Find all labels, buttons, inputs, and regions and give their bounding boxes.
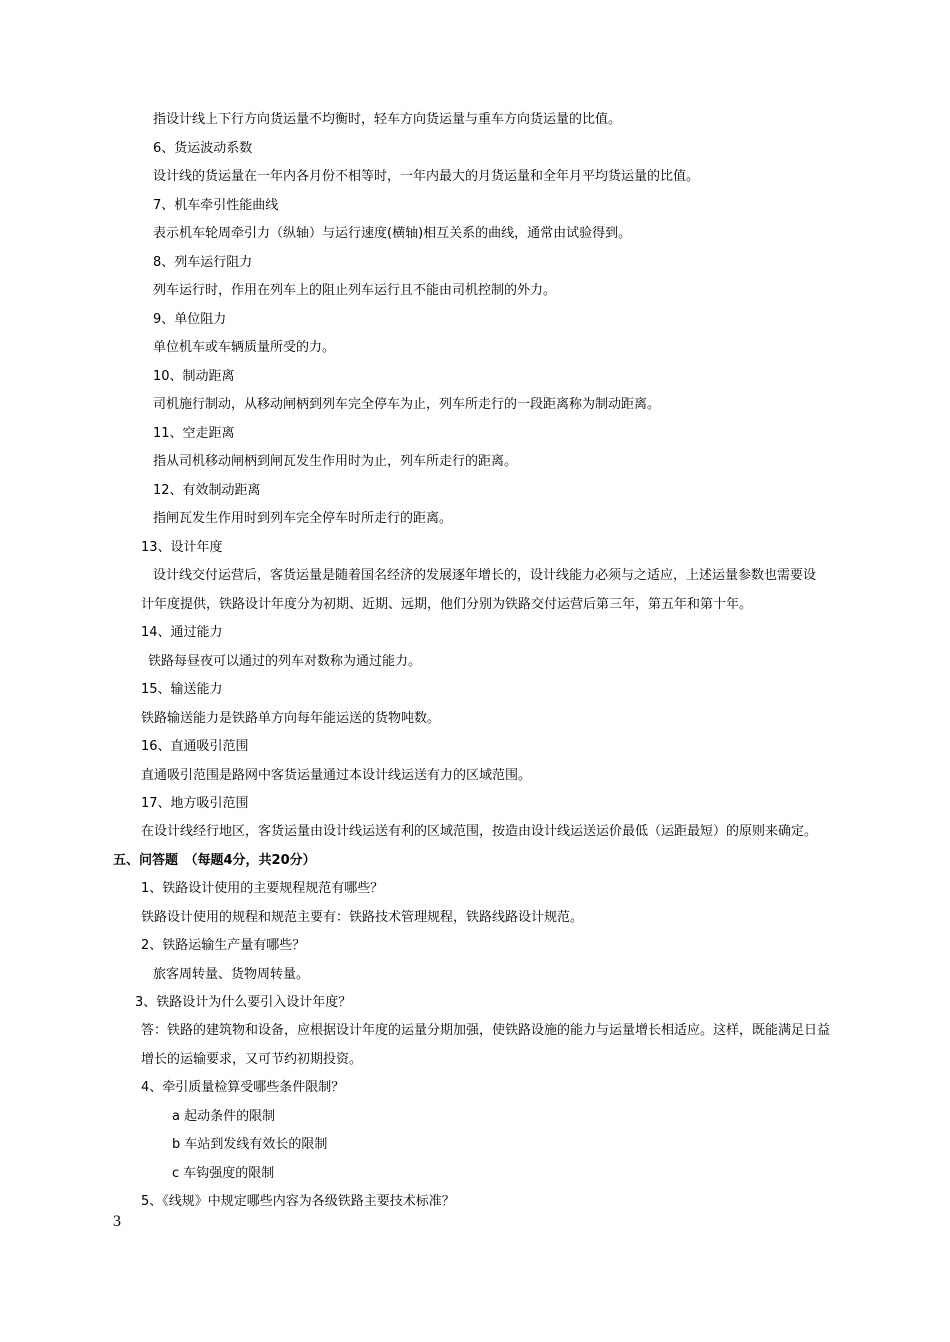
answer-text: 表示机车轮周牵引力（纵轴）与运行速度(横轴)相互关系的曲线，通常由试验得到。 [153, 226, 632, 241]
answer-text: 列车运行时，作用在列车上的阻止列车运行且不能由司机控制的外力。 [153, 283, 557, 298]
question-text: 1、铁路设计使用的主要规程规范有哪些？ [141, 881, 384, 896]
answer-text: 旅客周转量、货物周转量。 [153, 967, 310, 982]
answer-text: 计年度提供，铁路设计年度分为初期、近期、远期，他们分别为铁路交付运营后第三年，第五年和第十年。 [141, 597, 753, 612]
term-heading: 6、货运波动系数 [153, 141, 253, 156]
answer-text: 铁路设计使用的规程和规范主要有：铁路技术管理规程，铁路线路设计规范。 [141, 910, 584, 925]
term-heading: 9、单位阻力 [153, 312, 227, 327]
answer-text: 设计线的货运量在一年内各月份不相等时，一年内最大的月货运量和全年月平均货运量的比值。 [153, 169, 700, 184]
term-heading: 8、列车运行阻力 [153, 255, 253, 270]
list-item: c 车钩强度的限制 [172, 1166, 275, 1181]
answer-text: 指设计线上下行方向货运量不均衡时，轻车方向货运量与重车方向货运量的比值。 [153, 112, 622, 127]
term-heading: 16、直通吸引范围 [141, 739, 249, 754]
list-item: b 车站到发线有效长的限制 [172, 1137, 328, 1152]
answer-text: 指从司机移动闸柄到闸瓦发生作用时为止，列车所走行的距离。 [153, 454, 518, 469]
answer-text: 增长的运输要求，又可节约初期投资。 [141, 1052, 363, 1067]
term-heading: 12、有效制动距离 [153, 483, 261, 498]
term-heading: 10、制动距离 [153, 369, 235, 384]
page-number: 3 [113, 1213, 121, 1230]
term-heading: 17、地方吸引范围 [141, 796, 249, 811]
answer-text: 铁路每昼夜可以通过的列车对数称为通过能力。 [148, 654, 422, 669]
term-heading: 7、机车牵引性能曲线 [153, 198, 279, 213]
question-text: 3、铁路设计为什么要引入设计年度？ [135, 995, 352, 1010]
answer-text: 单位机车或车辆质量所受的力。 [153, 340, 336, 355]
question-text: 4、牵引质量检算受哪些条件限制？ [141, 1080, 345, 1095]
term-heading: 15、输送能力 [141, 682, 223, 697]
answer-text: 设计线交付运营后，客货运量是随着国名经济的发展逐年增长的，设计线能力必须与之适应，上述运量参数也需要设 [153, 568, 817, 583]
answer-text: 铁路输送能力是铁路单方向每年能运送的货物吨数。 [141, 711, 441, 726]
answer-text: 答：铁路的建筑物和设备，应根据设计年度的运量分期加强，使铁路设施的能力与运量增长相适应。这样，既能满足日益 [141, 1023, 831, 1038]
term-heading: 11、空走距离 [153, 426, 235, 441]
question-text: 2、铁路运输生产量有哪些？ [141, 938, 306, 953]
section-heading: 五、问答题 （每题4分，共20分） [113, 853, 316, 868]
answer-text: 直通吸引范围是路网中客货运量通过本设计线运送有力的区域范围。 [141, 768, 532, 783]
answer-text: 指闸瓦发生作用时到列车完全停车时所走行的距离。 [153, 511, 453, 526]
question-text: 5、《线规》中规定哪些内容为各级铁路主要技术标准？ [141, 1194, 455, 1209]
answer-text: 司机施行制动，从移动闸柄到列车完全停车为止，列车所走行的一段距离称为制动距离。 [153, 397, 661, 412]
term-heading: 13、设计年度 [141, 540, 223, 555]
list-item: a 起动条件的限制 [172, 1109, 276, 1124]
term-heading: 14、通过能力 [141, 625, 223, 640]
answer-text: 在设计线经行地区，客货运量由设计线运送有利的区域范围，按造由设计线运送运价最低（运距最短）的原则来确定。 [141, 824, 818, 839]
